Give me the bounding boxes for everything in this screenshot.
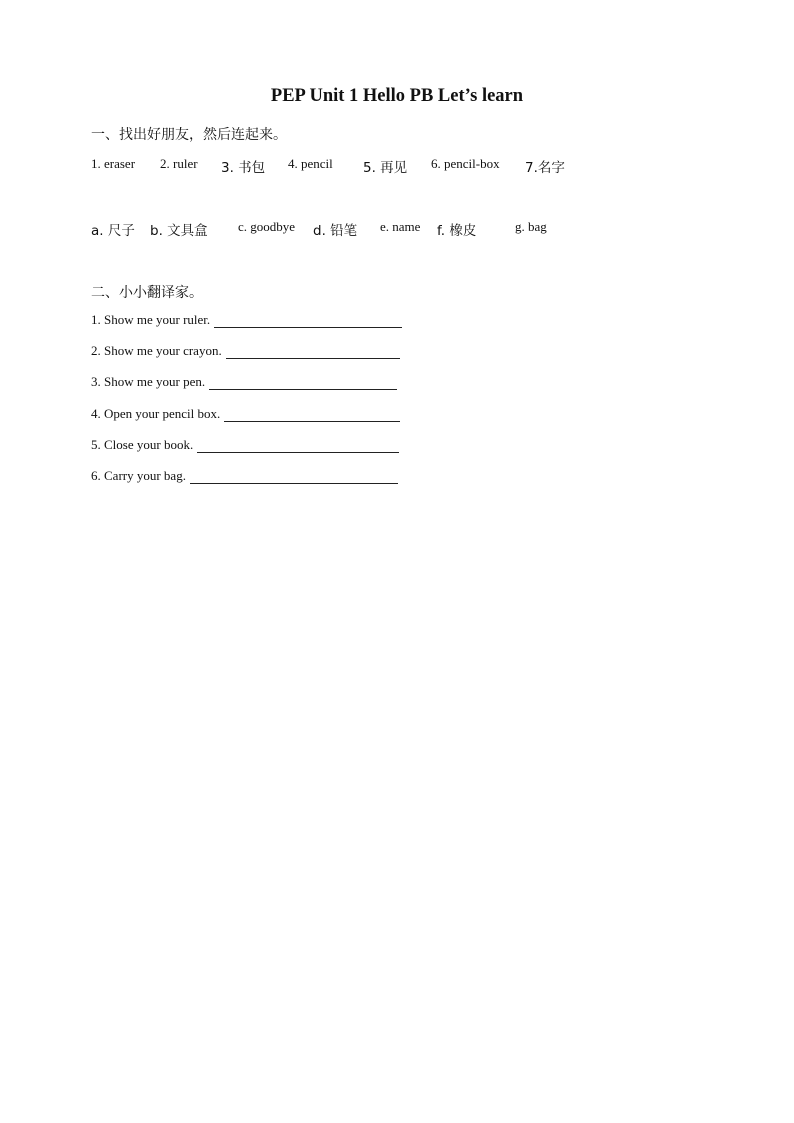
answer-blank[interactable] xyxy=(224,407,400,422)
section2-heading: 二、小小翻译家。 xyxy=(91,285,203,301)
match-item-7-name: 7.名字 xyxy=(525,160,565,176)
question-text: 4. Open your pencil box. xyxy=(91,406,221,421)
translation-question-1 xyxy=(91,312,402,328)
question-text: 3. Show me your pen. xyxy=(91,374,206,389)
match-option-f: f. 橡皮 xyxy=(437,223,477,239)
page-title: PEP Unit 1 Hello PB Let’s learn xyxy=(270,86,524,106)
translation-question-4 xyxy=(91,406,400,422)
question-text: 5. Close your book. xyxy=(91,437,194,452)
question-text: 6. Carry your bag. xyxy=(91,468,186,483)
answer-blank[interactable] xyxy=(190,469,398,484)
section1-heading: 一、找出好朋友，然后连起来。 xyxy=(91,127,287,143)
answer-blank[interactable] xyxy=(197,438,399,453)
answer-blank[interactable] xyxy=(214,313,402,328)
match-option-b: b. 文具盒 xyxy=(150,223,208,239)
match-item-3-schoolbag: 3. 书包 xyxy=(221,160,266,176)
question-text: 1. Show me your ruler. xyxy=(91,312,211,327)
answer-blank[interactable] xyxy=(209,375,397,390)
match-option-c: c. goodbye xyxy=(238,219,296,234)
match-option-e: e. name xyxy=(380,219,421,234)
match-item-1-eraser: 1. eraser xyxy=(91,156,136,171)
match-item-5-goodbye: 5. 再见 xyxy=(363,160,408,176)
translation-question-3 xyxy=(91,374,397,390)
answer-blank[interactable] xyxy=(226,344,400,359)
match-item-2-ruler: 2. ruler xyxy=(160,156,198,171)
translation-question-2 xyxy=(91,343,400,359)
match-option-g: g. bag xyxy=(515,219,547,234)
match-item-6-pencil-box: 6. pencil-box xyxy=(431,156,500,171)
translation-question-6 xyxy=(91,468,398,484)
match-option-a: a. 尺子 xyxy=(91,223,135,239)
match-item-4-pencil: 4. pencil xyxy=(288,156,333,171)
match-option-d: d. 铅笔 xyxy=(313,223,358,239)
translation-question-5 xyxy=(91,437,399,453)
question-text: 2. Show me your crayon. xyxy=(91,343,222,358)
